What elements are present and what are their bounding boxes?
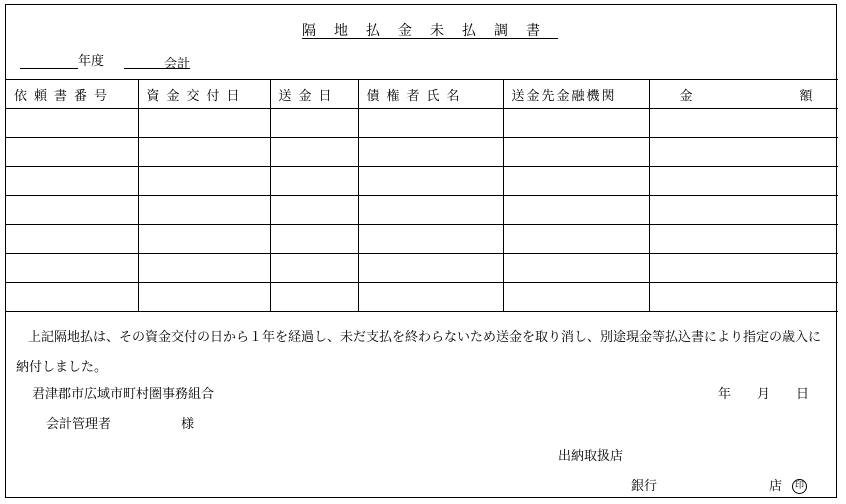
- table-row: [6, 283, 838, 312]
- table-cell[interactable]: [358, 283, 503, 312]
- table-cell[interactable]: [138, 196, 270, 225]
- table-row: [6, 109, 838, 138]
- table-cell[interactable]: [503, 254, 649, 283]
- table-cell[interactable]: [649, 138, 838, 167]
- table-row: [6, 225, 838, 254]
- admin-title: 会計管理者: [46, 417, 112, 432]
- table-cell[interactable]: [649, 254, 838, 283]
- table-header-row: [6, 80, 838, 109]
- table-cell[interactable]: [649, 283, 838, 312]
- table-cell[interactable]: [358, 167, 503, 196]
- table-cell[interactable]: [358, 138, 503, 167]
- table-row: [6, 254, 838, 283]
- date-month-label: 月: [757, 387, 771, 402]
- fiscal-year-label: 年度: [78, 54, 105, 69]
- table-cell[interactable]: [138, 283, 270, 312]
- table-cell[interactable]: [6, 167, 138, 196]
- bank-line: [631, 475, 807, 494]
- organization-name: 君津郡市広域市町村圏事務組合: [32, 387, 215, 402]
- table-cell[interactable]: [138, 167, 270, 196]
- table-cell[interactable]: [358, 109, 503, 138]
- fiscal-year-blank[interactable]: [20, 53, 78, 69]
- fiscal-year-line: [20, 50, 191, 72]
- col-fund-date: 資金交付日: [138, 80, 270, 109]
- table-cell[interactable]: [358, 254, 503, 283]
- table-cell[interactable]: [503, 167, 649, 196]
- admin-line: [46, 413, 194, 432]
- notice-text: 上記隔地払は、その資金交付の日から１年を経過し、未だ支払を終わらないため送金を取り消し、別途現金等払込書により指定の歳入に納付しました。: [16, 330, 822, 375]
- col-amount: 金 額: [649, 80, 838, 109]
- honorific: 様: [181, 417, 195, 432]
- table-cell[interactable]: [270, 254, 358, 283]
- table-cell[interactable]: [503, 225, 649, 254]
- table-cell[interactable]: [649, 225, 838, 254]
- table-cell[interactable]: [649, 167, 838, 196]
- table-cell[interactable]: [270, 167, 358, 196]
- table-row: [6, 167, 838, 196]
- table-cell[interactable]: [358, 196, 503, 225]
- date-day-label: 日: [796, 387, 810, 402]
- col-remit-date: 送金日: [270, 80, 358, 109]
- table-cell[interactable]: [503, 283, 649, 312]
- table-cell[interactable]: [649, 109, 838, 138]
- table-cell[interactable]: [270, 196, 358, 225]
- seal-icon: 印: [792, 479, 807, 494]
- table-cell[interactable]: [503, 138, 649, 167]
- account-blank[interactable]: [124, 53, 164, 69]
- col-request-number: 依頼書番号: [6, 80, 138, 109]
- table-cell[interactable]: [138, 109, 270, 138]
- table-cell[interactable]: [6, 138, 138, 167]
- date-year-label: 年: [718, 387, 732, 402]
- date-line: [718, 383, 809, 402]
- table-cell[interactable]: [6, 283, 138, 312]
- document-title: 隔地払金未払調書: [302, 23, 558, 39]
- table-row: [6, 196, 838, 225]
- account-label: 会計: [164, 53, 190, 69]
- table-cell[interactable]: [503, 109, 649, 138]
- records-table: [6, 79, 838, 312]
- table-cell[interactable]: [6, 254, 138, 283]
- table-cell[interactable]: [138, 254, 270, 283]
- store-label: 店: [769, 479, 783, 494]
- table-cell[interactable]: [358, 225, 503, 254]
- table-cell[interactable]: [503, 196, 649, 225]
- document-frame: [5, 4, 837, 498]
- table-cell[interactable]: [270, 225, 358, 254]
- table-cell[interactable]: [270, 283, 358, 312]
- bank-label: 銀行: [631, 479, 658, 494]
- table-cell[interactable]: [6, 225, 138, 254]
- table-cell[interactable]: [138, 138, 270, 167]
- table-cell[interactable]: [6, 109, 138, 138]
- table-cell[interactable]: [270, 109, 358, 138]
- col-creditor-name: 債権者氏名: [358, 80, 503, 109]
- branch-label: 出納取扱店: [558, 449, 624, 464]
- table-cell[interactable]: [270, 138, 358, 167]
- col-bank: 送金先金融機関: [503, 80, 649, 109]
- table-cell[interactable]: [649, 196, 838, 225]
- table-row: [6, 138, 838, 167]
- table-cell[interactable]: [138, 225, 270, 254]
- table-cell[interactable]: [6, 196, 138, 225]
